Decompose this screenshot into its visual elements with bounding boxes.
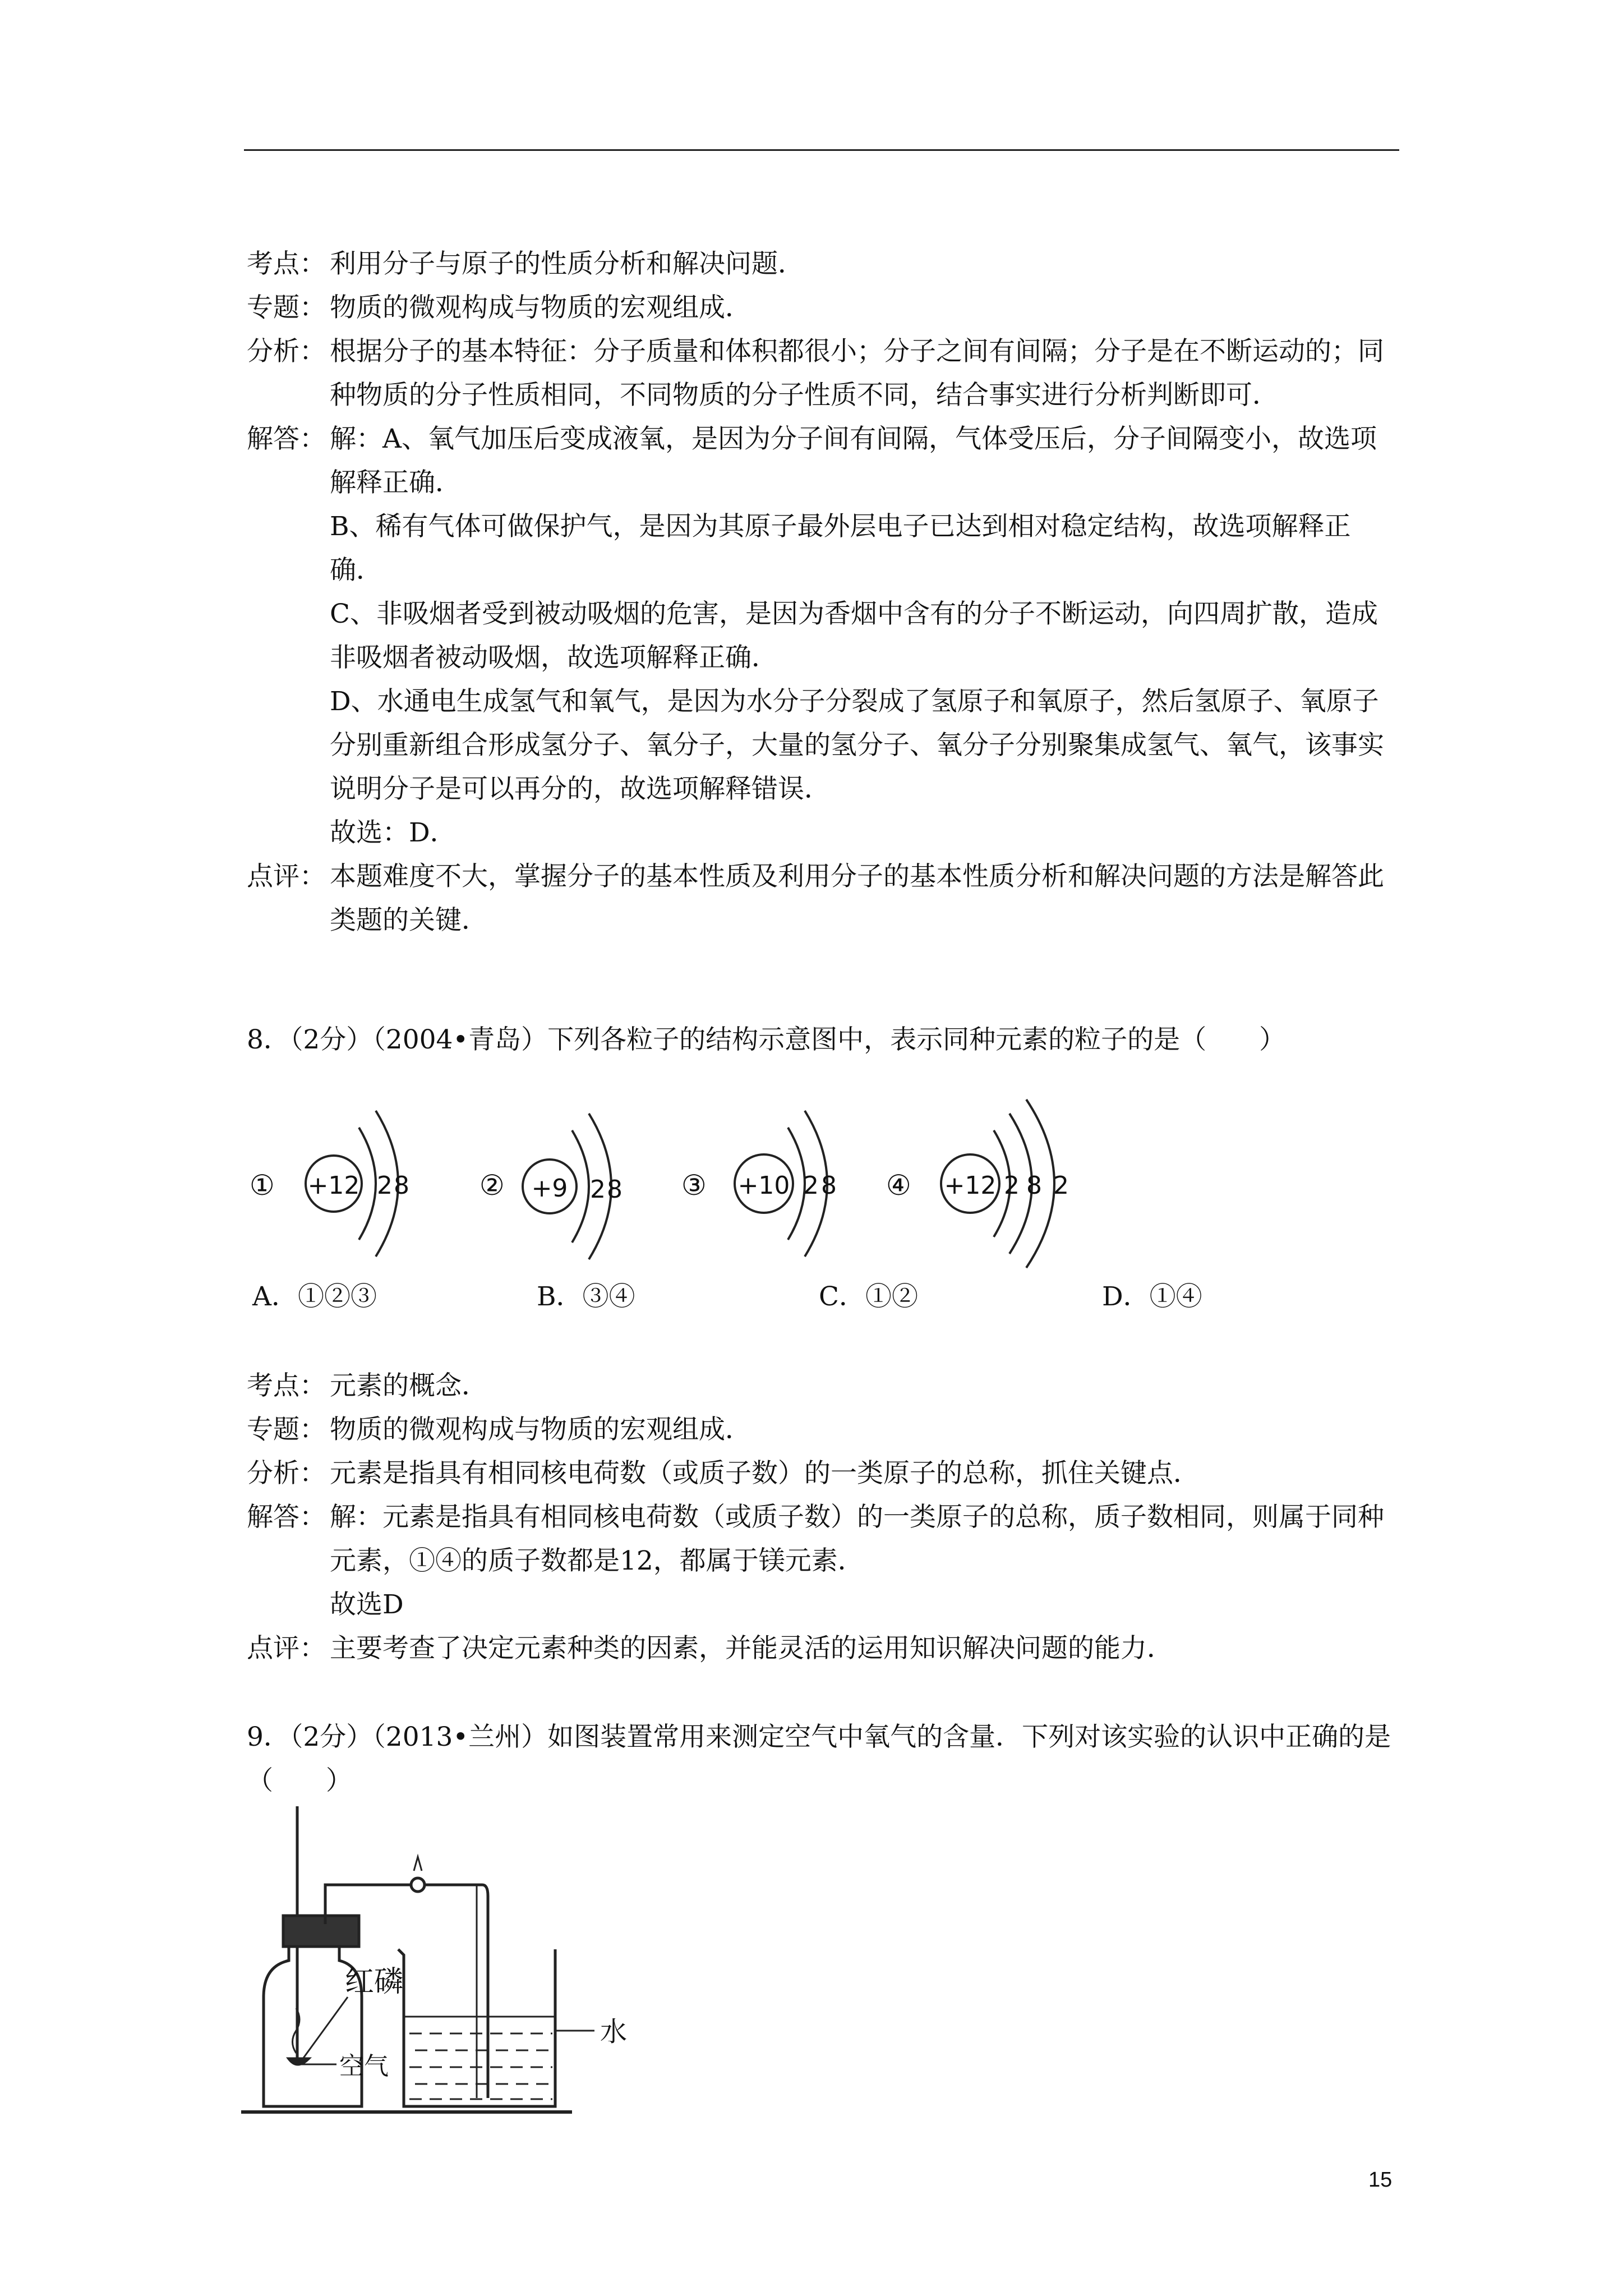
option-a[interactable]: A．①②③ xyxy=(252,1281,377,1312)
q8-kaodian-row xyxy=(247,1364,1402,1408)
particle-3-shell-1-count: 2 xyxy=(803,1171,819,1200)
jieda-c-text: C、非吸烟者受到被动吸烟的危害，是因为香烟中含有的分子不断运动，向四周扩散，造成非吸烟者被动吸烟，故选项解释正确． xyxy=(330,599,1378,673)
q8-answer-text: 故选D xyxy=(330,1589,404,1620)
particle-3-shell-1 xyxy=(788,1128,805,1240)
q9-stem: 9．（2分）（2013•兰州）如图装置常用来测定空气中氧气的含量．下列对该实验的认识中正确的是（ ） xyxy=(247,1722,1391,1796)
particle-1-nucleus: +12 xyxy=(307,1171,360,1200)
particle-4 xyxy=(886,1099,1069,1268)
q8-dianping-row xyxy=(247,1627,1402,1671)
zhuanti-row xyxy=(247,286,1402,330)
zhuanti-text: 物质的微观构成与物质的宏观组成． xyxy=(330,292,751,323)
q9-apparatus-diagram xyxy=(236,1806,662,2120)
fenxi-label: 分析： xyxy=(247,336,326,367)
q8-fenxi-text: 元素是指具有相同核电荷数（或质子数）的一类原子的总称，抓住关键点． xyxy=(330,1458,1200,1489)
particle-1-index: ① xyxy=(250,1169,275,1202)
option-c[interactable]: C．①② xyxy=(819,1281,918,1312)
particle-4-shell-2-count: 8 xyxy=(1026,1171,1042,1200)
page-number: 15 xyxy=(1368,2168,1393,2192)
answer-text: 故选：D． xyxy=(330,817,457,848)
q8-analysis xyxy=(247,1364,1402,1671)
particle-4-nucleus: +12 xyxy=(944,1171,997,1200)
clamp-handle xyxy=(414,1857,422,1871)
particle-3-index: ③ xyxy=(681,1169,707,1202)
q8-kaodian-text: 元素的概念． xyxy=(330,1370,488,1401)
water-fill xyxy=(409,2033,552,2099)
option-d[interactable]: D．①④ xyxy=(1102,1281,1202,1312)
particle-2-index: ② xyxy=(479,1169,505,1202)
q8-stem: 8．（2分）（2004•青岛）下列各粒子的结构示意图中，表示同种元素的粒子的是（ ） xyxy=(247,1024,1286,1055)
jieda-a-text: 解：A、氧气加压后变成液氧，是因为分子间有间隔，气体受压后，分子间隔变小，故选项解释正确． xyxy=(330,424,1377,498)
kaodian-row xyxy=(247,242,1402,286)
clamp xyxy=(411,1878,425,1892)
particle-1-shell-2-count: 8 xyxy=(394,1171,409,1200)
q8-zhuanti-label: 专题： xyxy=(247,1414,326,1445)
header-rule xyxy=(244,149,1399,151)
q8-dianping-text: 主要考查了决定元素种类的因素，并能灵活的运用知识解决问题的能力． xyxy=(330,1633,1173,1664)
fenxi-text: 根据分子的基本特征：分子质量和体积都很小；分子之间有间隔；分子是在不断运动的；同种物质的分子性质相同，不同物质的分子性质不同，结合事实进行分析判断即可． xyxy=(330,336,1384,411)
q8-zhuanti-text: 物质的微观构成与物质的宏观组成． xyxy=(330,1414,751,1445)
jieda-b-text: B、稀有气体可做保护气，是因为其原子最外层电子已达到相对稳定结构，故选项解释正确． xyxy=(330,511,1351,586)
q8-fenxi-label: 分析： xyxy=(247,1458,326,1489)
fenxi-row xyxy=(247,330,1402,417)
particle-4-index: ④ xyxy=(886,1169,911,1202)
q8-kaodian-label: 考点： xyxy=(247,1370,326,1401)
tube-right xyxy=(460,1885,488,2098)
particle-1-shell-1-count: 2 xyxy=(377,1171,393,1200)
dianping-text: 本题难度不大，掌握分子的基本性质及利用分子的基本性质分析和解决问题的方法是解答此类题的关键． xyxy=(330,861,1384,936)
label-phosphorus: 红磷 xyxy=(345,1965,404,1999)
kaodian-text: 利用分子与原子的性质分析和解决问题． xyxy=(330,249,804,279)
particle-1 xyxy=(250,1111,409,1257)
jieda-label: 解答： xyxy=(247,424,326,454)
q7-analysis xyxy=(247,242,1402,942)
q8-jieda-text: 解：元素是指具有相同核电荷数（或质子数）的一类原子的总称，质子数相同，则属于同种元素，①④的质子数都是12，都属于镁元素． xyxy=(330,1502,1384,1576)
particle-3 xyxy=(681,1111,837,1257)
q8-particle-diagrams xyxy=(0,1088,1623,1273)
q8-jieda-label: 解答： xyxy=(247,1502,326,1533)
q8-jieda-row xyxy=(247,1496,1402,1583)
particle-2-nucleus: +9 xyxy=(531,1174,568,1203)
particle-2-shell-2-count: 8 xyxy=(607,1175,623,1204)
phosphorus-leader xyxy=(303,1997,348,2059)
q8-dianping-label: 点评： xyxy=(247,1633,326,1664)
q8-zhuanti-row xyxy=(247,1408,1402,1452)
particle-4-shell-1-count: 2 xyxy=(1004,1171,1020,1200)
particle-3-shell-2-count: 8 xyxy=(821,1171,837,1200)
stopper xyxy=(283,1916,359,1947)
jieda-d-text: D、水通电生成氢气和氧气，是因为水分子分裂成了氢原子和氧原子，然后氢原子、氧原子分别重新组合形成氢分子、氧分子，大量的氢分子、氧分子分别聚集成氢气、氧气，该事实说明分子是可以再分的，故选项解释错误． xyxy=(330,686,1384,804)
option-b[interactable]: B．③④ xyxy=(537,1281,635,1312)
dianping-label: 点评： xyxy=(247,861,326,892)
particle-4-shell-3-count: 2 xyxy=(1053,1171,1069,1200)
kaodian-label: 考点： xyxy=(247,249,326,279)
particle-3-nucleus: +10 xyxy=(737,1171,790,1200)
particle-2-shell-1 xyxy=(572,1130,589,1243)
zhuanti-label: 专题： xyxy=(247,292,326,323)
q8-fenxi-row xyxy=(247,1452,1402,1496)
particle-2 xyxy=(479,1114,623,1259)
dianping-row xyxy=(247,855,1402,942)
jieda-row xyxy=(247,417,1402,505)
particle-2-shell-1-count: 2 xyxy=(590,1175,606,1204)
label-air: 空气 xyxy=(339,2052,389,2081)
label-water: 水 xyxy=(600,2016,628,2047)
